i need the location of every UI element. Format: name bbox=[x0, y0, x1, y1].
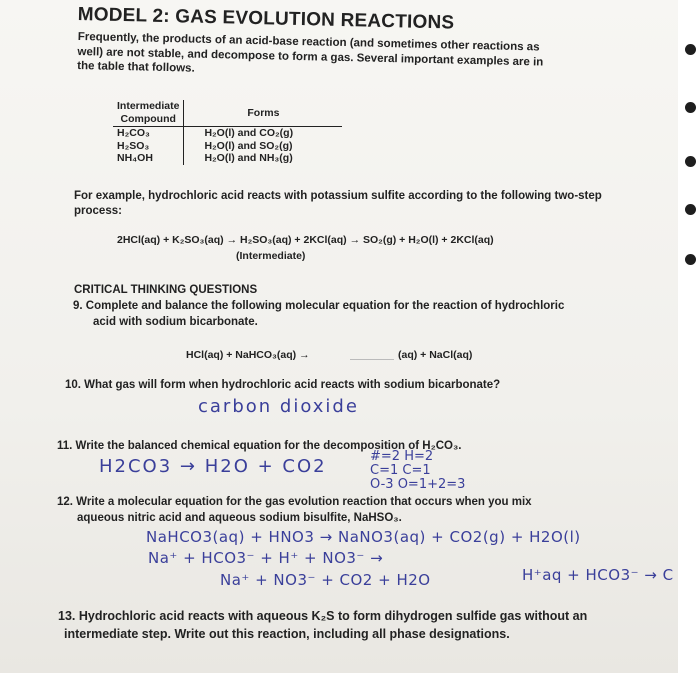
question-9-line2: acid with sodium bicarbonate. bbox=[93, 316, 258, 328]
scroll-gutter bbox=[678, 0, 700, 673]
table-cell-forms: H₂O(l) and CO₂(g) bbox=[184, 127, 343, 140]
q11-handwritten-answer: H2CO3 → H2O + CO2 bbox=[99, 456, 327, 477]
bullet-dot bbox=[685, 254, 696, 265]
bullet-dot bbox=[685, 44, 696, 55]
table-row bbox=[113, 152, 342, 165]
question-12-line2: aqueous nitric acid and aqueous sodium bisulfite, NaHSO₃. bbox=[77, 512, 402, 524]
table-row bbox=[113, 140, 342, 153]
q12-handwritten-line4: H⁺aq + HCO3⁻ → C bbox=[522, 566, 674, 584]
table-header-forms: Forms bbox=[247, 106, 280, 119]
table-row bbox=[113, 127, 342, 140]
table-cell-compound: H₂CO₃ bbox=[113, 127, 184, 140]
section-heading: CRITICAL THINKING QUESTIONS bbox=[74, 284, 258, 296]
bullet-dot bbox=[685, 204, 696, 215]
q12-handwritten-line2: Na⁺ + HCO3⁻ + H⁺ + NO3⁻ → bbox=[148, 549, 384, 567]
q12-handwritten-line3: Na⁺ + NO3⁻ + CO2 + H2O bbox=[220, 571, 431, 589]
table-cell-compound: H₂SO₃ bbox=[113, 140, 184, 153]
q9-answer-blank[interactable] bbox=[350, 347, 394, 365]
table-cell-forms: H₂O(l) and SO₂(g) bbox=[204, 139, 293, 152]
question-13-line2: intermediate step. Write out this reaction, including all phase designations. bbox=[64, 627, 510, 641]
bullet-dot bbox=[685, 102, 696, 113]
q10-handwritten-answer: carbon dioxide bbox=[198, 396, 359, 417]
intermediate-label: (Intermediate) bbox=[236, 250, 306, 262]
q11-handwritten-note: O-3 O=1+2=3 bbox=[370, 477, 466, 492]
q9-equation-left: HCl(aq) + NaHCO₃(aq) → bbox=[186, 349, 310, 361]
example-equation: 2HCl(aq) + K₂SO₃(aq) → H₂SO₃(aq) + 2KCl(aq) → SO₂(g) + H₂O(l) + 2KCl(aq) bbox=[117, 234, 494, 246]
question-13-line1: 13. Hydrochloric acid reacts with aqueous K₂S to form dihydrogen sulfide gas without an bbox=[58, 609, 588, 623]
question-9-line1: 9. Complete and balance the following molecular equation for the reaction of hydrochloric bbox=[73, 300, 565, 312]
model-title: MODEL 2: GAS EVOLUTION REACTIONS bbox=[77, 4, 455, 34]
table-header-compound bbox=[113, 100, 184, 127]
q9-equation-right: (aq) + NaCl(aq) bbox=[398, 349, 473, 361]
answer-blank-line bbox=[350, 359, 394, 360]
intro-paragraph: Frequently, the products of an acid-base reaction (and sometimes other reactions as well) are not stable, and decompose to form a gas. Several important examples are in the table that follows. bbox=[77, 30, 544, 75]
q11-handwritten-note: C=1 C=1 bbox=[370, 463, 431, 478]
header-line: Compound bbox=[120, 112, 176, 125]
table-cell-compound: NH₄OH bbox=[113, 152, 184, 165]
question-12-line1: 12. Write a molecular equation for the gas evolution reaction that occurs when you mix bbox=[57, 496, 532, 508]
question-10: 10. What gas will form when hydrochloric acid reacts with sodium bicarbonate? bbox=[65, 379, 501, 391]
bullet-dot bbox=[685, 156, 696, 167]
q12-handwritten-line1: NaHCO3(aq) + HNO3 → NaNO3(aq) + CO2(g) + H2O(l) bbox=[146, 528, 581, 546]
example-text-line1: For example, hydrochloric acid reacts with potassium sulfite according to the following two-step bbox=[74, 190, 602, 202]
gas-table bbox=[113, 100, 342, 165]
q11-handwritten-note: #=2 H=2 bbox=[370, 449, 434, 464]
question-11: 11. Write the balanced chemical equation for the decomposition of H₂CO₃. bbox=[57, 440, 462, 452]
example-text-line2: process: bbox=[74, 205, 122, 217]
table-cell-forms: H₂O(l) and NH₃(g) bbox=[204, 152, 293, 164]
header-line: Intermediate bbox=[117, 100, 180, 112]
